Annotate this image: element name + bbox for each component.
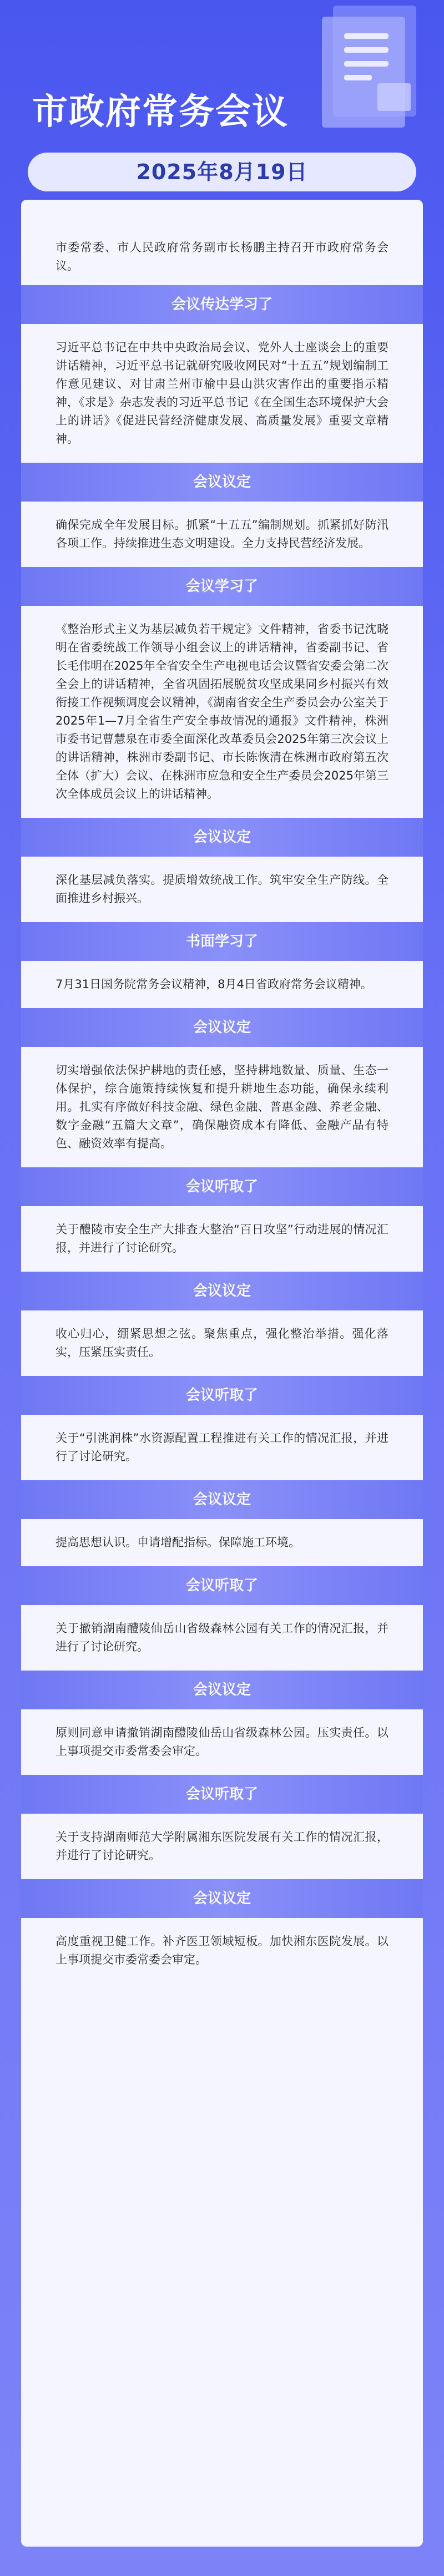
- section-10: [21, 1480, 423, 1566]
- section-13: [21, 1775, 423, 1879]
- section-body: 关于撤销湖南醴陵仙岳山省级森林公园有关工作的情况汇报，并进行了讨论研究。: [56, 1622, 389, 1653]
- section-title: 会议听取了: [21, 1566, 423, 1605]
- section-title: 会议学习了: [21, 567, 423, 606]
- section-body: 关于“引洮润株”水资源配置工程推进有关工作的情况汇报，并进行了讨论研究。: [56, 1431, 389, 1463]
- section-body: 原则同意申请撤销湖南醴陵仙岳山省级森林公园。压实责任。以上事项提交市委常委会审定。: [56, 1726, 389, 1758]
- section-title: 会议议定: [21, 1480, 423, 1519]
- section-title: 会议议定: [21, 1671, 423, 1709]
- section-9: [21, 1376, 423, 1480]
- section-title: 书面学习了: [21, 922, 423, 961]
- section-title: 会议议定: [21, 1272, 423, 1310]
- section-body: 收心归心，绷紧思想之弦。聚焦重点，强化整治举措。强化落实，压紧压实责任。: [56, 1327, 389, 1359]
- section-7: [21, 1167, 423, 1272]
- section-8: [21, 1272, 423, 1376]
- section-1: [21, 285, 423, 463]
- section-14: [21, 1879, 423, 1983]
- section-body: 7月31日国务院常务会议精神，8月4日省政府常务会议精神。: [56, 978, 372, 991]
- document-illustration-icon: [311, 0, 433, 161]
- intro-text: 市委常委、市人民政府常务副市长杨鹏主持召开市政府常务会议。: [56, 241, 389, 272]
- content-card: [21, 200, 423, 2547]
- section-body: 深化基层减负落实。提质增效统战工作。筑牢安全生产防线。全面推进乡村振兴。: [56, 873, 389, 905]
- section-title: 会议议定: [21, 1879, 423, 1918]
- section-body: 关于支持湖南师范大学附属湘东医院发展有关工作的情况汇报，并进行了讨论研究。: [56, 1830, 389, 1862]
- section-title: 会议议定: [21, 818, 423, 857]
- section-body: 《整治形式主义为基层减负若干规定》文件精神，省委书记沈晓明在省委统战工作领导小组会议上的讲话精神，省委副书记、省长毛伟明在2025年全省安全生产电视电话会议暨省安委会第二次全会上的讲话精神，全省巩固拓展脱贫攻坚成果同乡村振兴有效衔接工作视频调度会议精神，《湖南省安全生产委员会办公室关于2025年1—7月全省生产安全事故情况的通报》文件精神，株洲市委书记曹慧泉在市委全面深化改革委员会2025年第三次会议上的讲话精神，株洲市委副书记、市长陈恢清在株洲市政府第五次全体（扩大）会议、在株洲市应急和安全生产委员会2025年第三次全体成员会议上的讲话精神。: [56, 623, 389, 801]
- section-title: 会议议定: [21, 463, 423, 502]
- header: [0, 0, 444, 211]
- section-body: 提高思想认识。申请增配指标。保障施工环境。: [56, 1536, 300, 1549]
- section-body: 高度重视卫健工作。补齐医卫领域短板。加快湘东医院发展。以上事项提交市委常委会审定。: [56, 1935, 389, 1966]
- section-5: [21, 922, 423, 1008]
- section-6: [21, 1008, 423, 1167]
- section-12: [21, 1671, 423, 1775]
- section-body: 习近平总书记在中共中央政治局会议、党外人士座谈会上的重要讲话精神，习近平总书记就研究吸收网民对“十五五”规划编制工作意见建议、对甘肃兰州市榆中县山洪灾害作出的重要指示精神，《求是》杂志发表的习近平总书记《在全国生态环境保护大会上的讲话》《促进民营经济健康发展、高质量发展》重要文章精神。: [56, 341, 389, 446]
- section-3: [21, 567, 423, 818]
- section-title: 会议听取了: [21, 1376, 423, 1415]
- section-title: 会议听取了: [21, 1775, 423, 1814]
- section-title: 会议传达学习了: [21, 285, 423, 324]
- page-title: 市政府常务会议: [32, 92, 289, 133]
- section-11: [21, 1566, 423, 1671]
- section-title: 会议听取了: [21, 1167, 423, 1206]
- section-body: 切实增强依法保护耕地的责任感，坚持耕地数量、质量、生态一体保护，综合施策持续恢复和提升耕地生态功能，确保永续利用。扎实有序做好科技金融、绿色金融、普惠金融、养老金融、数字金融“五篇大文章”，确保融资成本有降低、金融产品有特色、融资效率有提高。: [56, 1064, 389, 1150]
- section-body: 关于醴陵市安全生产大排查大整治“百日攻坚”行动进展的情况汇报，并进行了讨论研究。: [56, 1223, 389, 1254]
- section-body: 确保完成全年发展目标。抓紧“十五五”编制规划。抓紧抓好防汛各项工作。持续推进生态文明建设。全力支持民营经济发展。: [56, 518, 389, 550]
- date-badge: 2025年8月19日: [28, 153, 416, 191]
- section-2: [21, 463, 423, 567]
- section-title: 会议议定: [21, 1008, 423, 1047]
- section-4: [21, 818, 423, 922]
